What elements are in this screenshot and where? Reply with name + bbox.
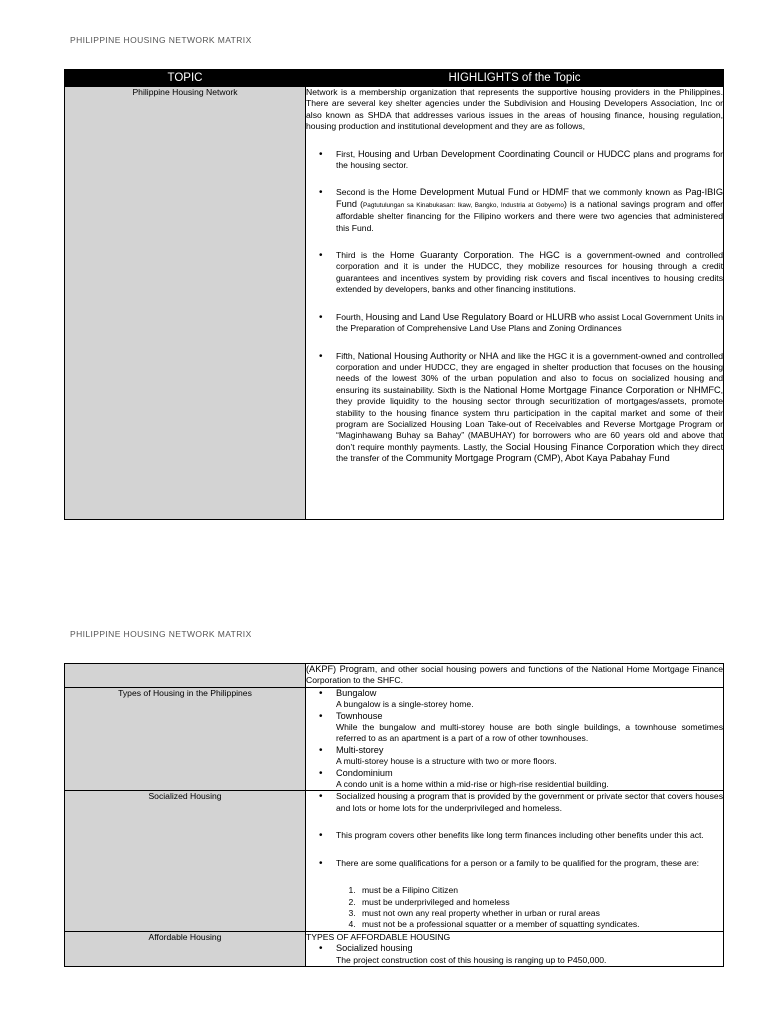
topic-cell: Types of Housing in the Philippines xyxy=(65,687,306,791)
list-item: • There are some qualifications for a person or a family to be qualified for the program, these are: xyxy=(306,858,723,869)
matrix-table-page1 xyxy=(64,69,724,520)
table-row xyxy=(65,664,724,688)
list-item: • Socialized housing The project construction cost of this housing is ranging up to P450,000. xyxy=(306,943,723,966)
affordable-heading: TYPES OF AFFORDABLE HOUSING xyxy=(306,931,451,942)
list-item: • Fourth, Housing and Land Use Regulatory Board or HLURB who assist Local Government Units in the Preparation of Comprehensive Land Use Plans and Zoning Ordinances xyxy=(306,312,723,335)
topic-cell: Affordable Housing xyxy=(65,931,306,966)
topic-cell: Socialized Housing xyxy=(65,791,306,931)
table-header-row xyxy=(65,70,724,87)
page-header: PHILIPPINE HOUSING NETWORK MATRIX xyxy=(70,629,252,639)
list-item: • This program covers other benefits like long term finances including other benefits under this act. xyxy=(306,830,723,841)
highlights-cell xyxy=(306,931,724,966)
list-item: 2. must be underprivileged and homeless xyxy=(358,897,723,908)
list-item: • Townhouse While the bungalow and multi-storey house are both single buildings, a townhouse sometimes referred to as an apartment is a part of a row of other townhouses. xyxy=(306,711,723,745)
agency-list xyxy=(306,149,723,465)
list-item: 4. must not be a professional squatter or a member of squatting syndicates. xyxy=(358,919,723,930)
topic-cell: Philippine Housing Network xyxy=(65,87,306,520)
intro-paragraph: Network is a membership organization that represents the supportive housing providers in the Philippines. There are several key shelter agencies under the Subdivision and Housing Developers Association, Inc or also known as SHDA that addresses various issues in the areas of housing finance, housing regulation, housing production and institutional development and they are as follows, xyxy=(306,87,723,132)
highlights-column-header: HIGHLIGHTS of the Topic xyxy=(306,70,724,87)
list-item: • Second is the Home Development Mutual Fund or HDMF that we commonly known as Pag-IBIG Fund (Pagtutulungan sa Kinabukasan: Ikaw, Bangko, Industria at Gobyerno) is a national savings program and offer affordable shelter financing for the Filipino workers and there were two agencies that administered this Fund. xyxy=(306,187,723,234)
list-item: • Third is the Home Guaranty Corporation. The HGC is a government-owned and controlled corporation and it is under the HUDCC, they mobilize resources for housing through a credit guarantees and incentives system by providing risk covers and fiscal incentives to housing credits extended by developers, banks and other financing institutions. xyxy=(306,250,723,296)
highlights-cell xyxy=(306,87,724,520)
topic-cell xyxy=(65,664,306,688)
housing-types-list xyxy=(306,688,723,791)
qualifications-list xyxy=(306,885,723,931)
list-item: • Fifth, National Housing Authority or NHA and like the HGC it is a government-owned and controlled corporation and under HUDCC, they are engaged in shelter production that focuses on the housing needs of the lowest 30% of the urban population and also to focus on socialized housing and ensuring its sustainability. Sixth is the National Home Mortgage Finance Corporation or NHMFC, they provide liquidity to the housing sector through securitization of mortgages/assets, promote stability to the housing finance system thru participation in the capital market and some of their program are Socialized Housing Loan Take-out of Receivables and Reverse Mortgage Program or “Maginhawang Buhay sa Bahay” (MABUHAY) for borrowers who are 60 years old and above that don’t require monthly payments. Lastly, the Social Housing Finance Corporation which they direct the transfer of the Community Mortgage Program (CMP), Abot Kaya Pabahay Fund xyxy=(306,351,723,465)
page-header: PHILIPPINE HOUSING NETWORK MATRIX xyxy=(70,35,252,45)
matrix-table-page2 xyxy=(64,663,724,967)
list-item: • Socialized housing a program that is provided by the government or private sector that covers houses and lots or home lots for the underprivileged and homeless. xyxy=(306,791,723,814)
table-row xyxy=(65,87,724,520)
list-item: 1. must be a Filipino Citizen xyxy=(358,885,723,896)
table-row xyxy=(65,791,724,931)
highlights-cell xyxy=(306,687,724,791)
list-item: • Multi-storey A multi-storey house is a structure with two or more floors. xyxy=(306,745,723,768)
topic-column-header: TOPIC xyxy=(65,70,306,87)
affordable-list xyxy=(306,943,723,966)
table-row xyxy=(65,931,724,966)
list-item: • First, Housing and Urban Development Coordinating Council or HUDCC plans and programs for the housing sector. xyxy=(306,149,723,172)
list-item: • Condominium A condo unit is a home within a mid-rise or high-rise residential building. xyxy=(306,768,723,791)
list-item: • Bungalow A bungalow is a single-storey home. xyxy=(306,688,723,711)
highlights-cell: (AKPF) Program, and other social housing powers and functions of the National Home Mortgage Finance Corporation to the SHFC. xyxy=(306,664,723,686)
list-item: 3. must not own any real property whether in urban or rural areas xyxy=(358,908,723,919)
highlights-cell xyxy=(306,791,724,931)
table-row xyxy=(65,687,724,791)
socialized-list xyxy=(306,791,723,869)
